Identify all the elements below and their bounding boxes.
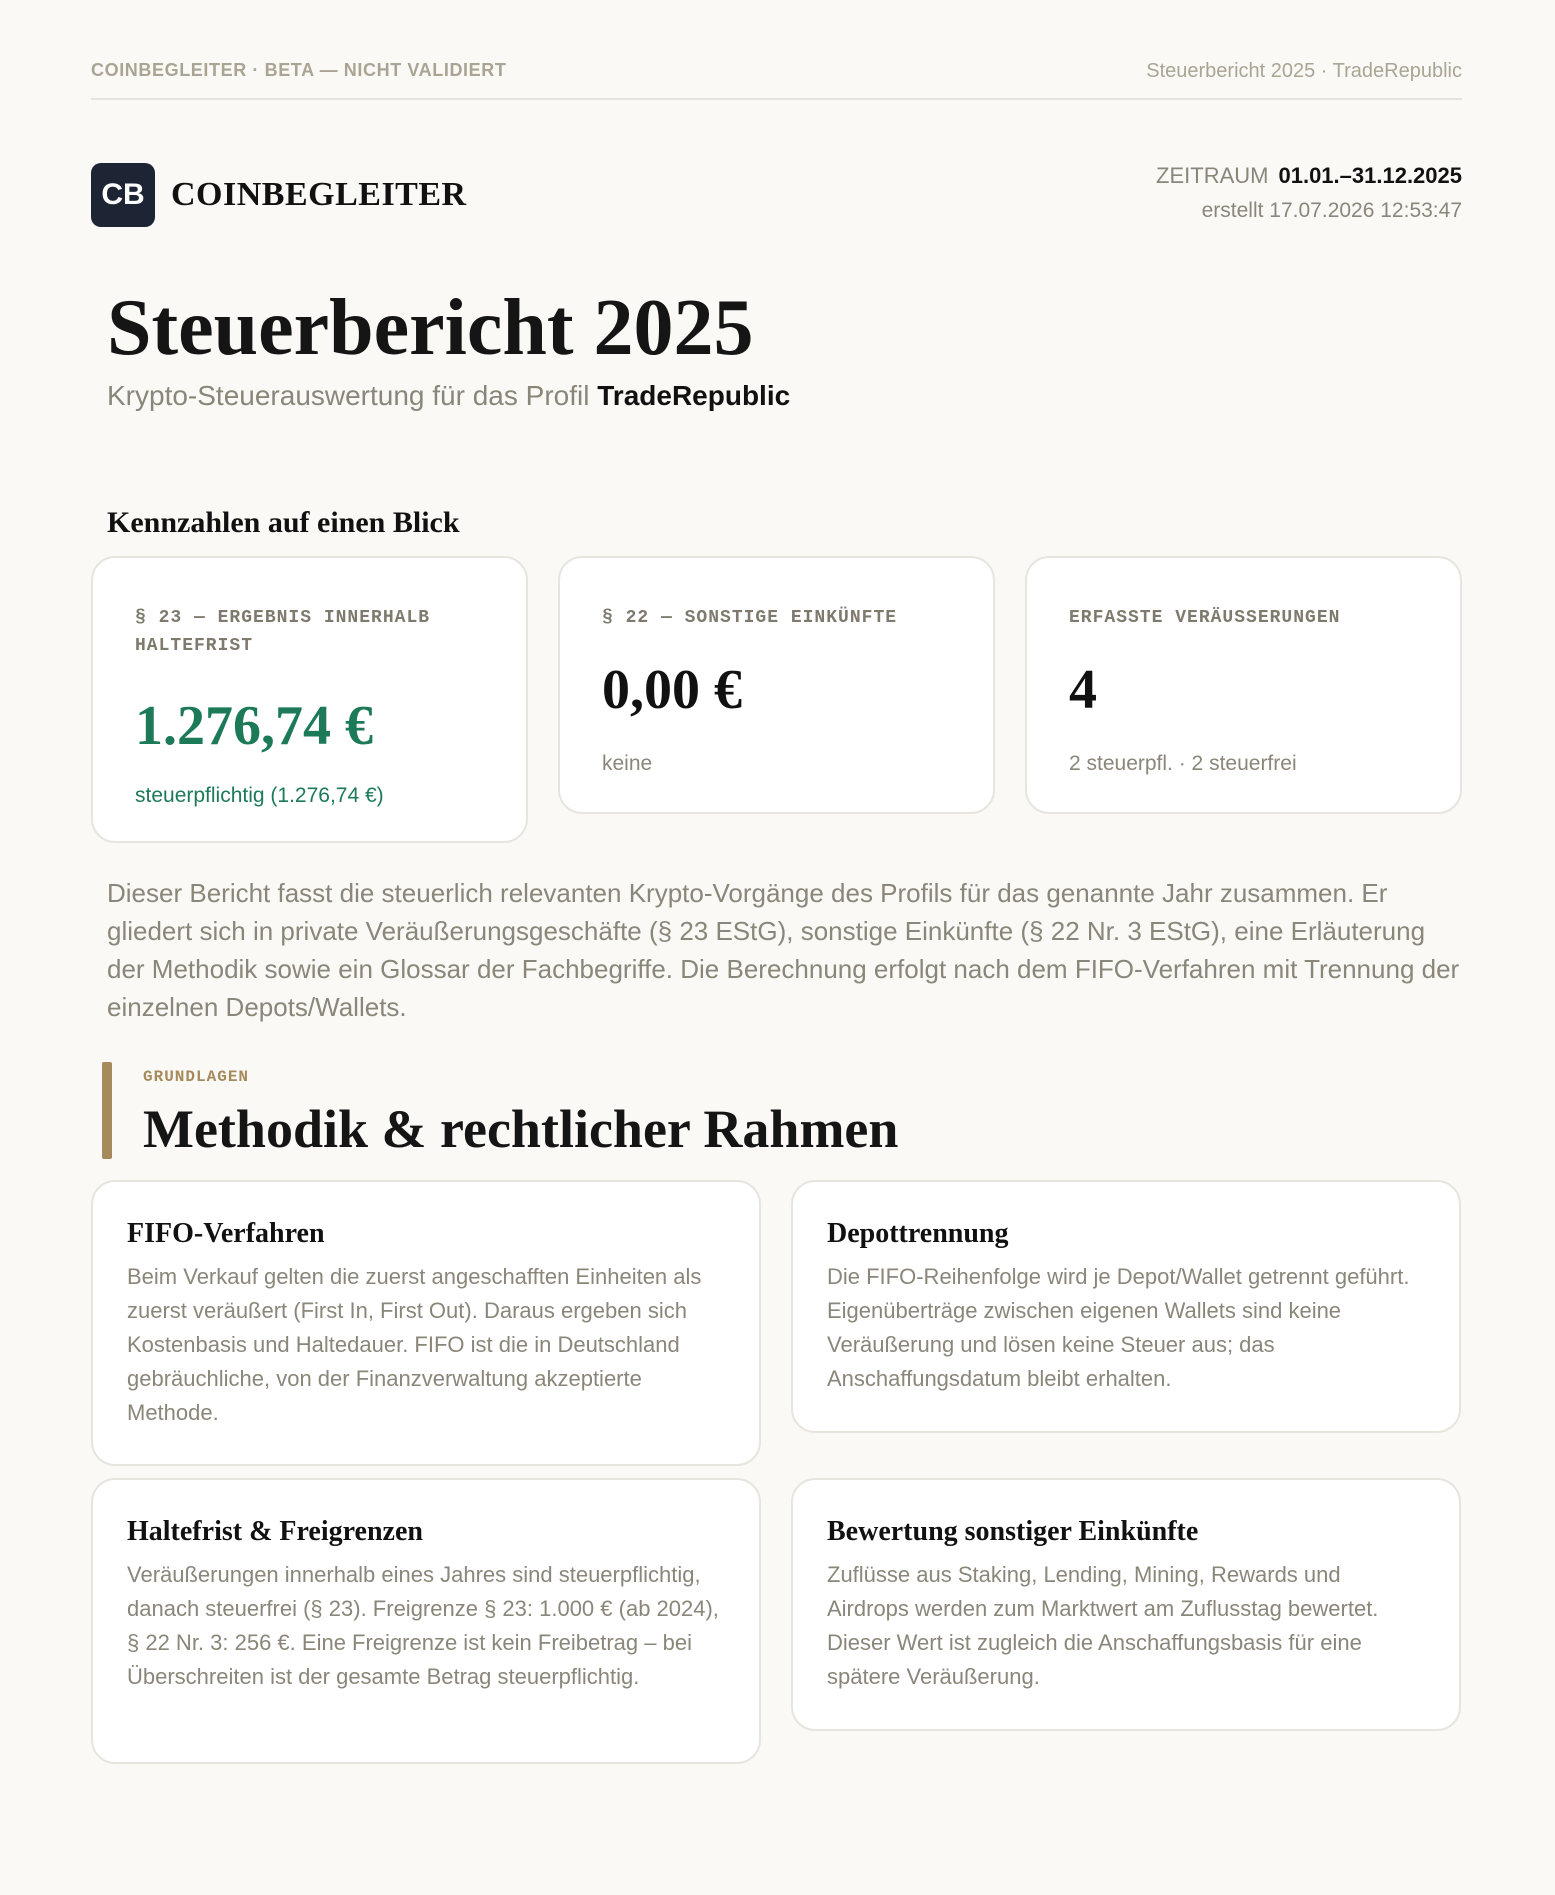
running-header xyxy=(91,60,1462,100)
method-card-title: Bewertung sonstiger Einkünfte xyxy=(827,1516,1199,1547)
report-page xyxy=(91,0,1462,1895)
created-timestamp: erstellt 17.07.2026 12:53:47 xyxy=(1201,199,1462,222)
period-block xyxy=(1156,163,1462,223)
kennzahlen-heading: Kennzahlen auf einen Blick xyxy=(107,506,460,539)
period-label: ZEITRAUM xyxy=(1156,163,1269,188)
report-reference: Steuerbericht 2025 · TradeRepublic xyxy=(1146,60,1462,82)
subtitle-text: Krypto-Steuerauswertung für das Profil xyxy=(107,380,590,411)
kpi-card-section-22 xyxy=(558,556,995,814)
profile-name: TradeRepublic xyxy=(597,380,791,411)
method-card-title: Depottrennung xyxy=(827,1218,1009,1249)
page-subtitle xyxy=(107,380,790,412)
method-card-bewertung xyxy=(791,1478,1461,1731)
kpi-caption: ERFASSTE VERÄUSSERUNGEN xyxy=(1069,608,1341,628)
kpi-value: 4 xyxy=(1069,659,1097,721)
method-card-depottrennung xyxy=(791,1180,1461,1433)
method-card-text: Beim Verkauf gelten die zuerst angeschafften Einheiten als zuerst veräußert (First In, First Out). Daraus ergeben sich Kostenbasis und Haltedauer. FIFO ist die in Deutschland gebräuchliche, von der Finanzverwaltung akzeptierte Methode. xyxy=(127,1264,702,1425)
kpi-caption: § 23 — ERGEBNIS INNERHALB HALTEFRIST xyxy=(135,608,431,656)
method-card-text: Zuflüsse aus Staking, Lending, Mining, Rewards und Airdrops werden zum Marktwert am Zuflusstag bewertet. Dieser Wert ist zugleich die Anschaffungsbasis für eine spätere Veräußerung. xyxy=(827,1562,1379,1689)
kpi-card-disposals xyxy=(1025,556,1462,814)
kpi-subtext: keine xyxy=(602,752,653,775)
brand-name: COINBEGLEITER xyxy=(171,176,467,213)
kpi-value: 1.276,74 € xyxy=(135,695,373,757)
page-title: Steuerbericht 2025 xyxy=(107,284,754,372)
method-card-haltefrist xyxy=(91,1478,761,1764)
brand-logo: CB xyxy=(91,163,155,227)
kpi-subtext: 2 steuerpfl. · 2 steuerfrei xyxy=(1069,752,1297,775)
kpi-subtext: steuerpflichtig (1.276,74 €) xyxy=(135,784,384,807)
period-value: 01.01.–31.12.2025 xyxy=(1278,163,1462,188)
brand xyxy=(91,163,467,227)
kpi-caption: § 22 — SONSTIGE EINKÜNFTE xyxy=(602,608,898,628)
kpi-card-section-23 xyxy=(91,556,528,843)
section-accent-bar xyxy=(102,1062,112,1159)
method-card-title: Haltefrist & Freigrenzen xyxy=(127,1516,423,1547)
section-kicker: GRUNDLAGEN xyxy=(143,1068,250,1086)
section-title: Methodik & rechtlicher Rahmen xyxy=(143,1099,899,1159)
method-card-title: FIFO-Verfahren xyxy=(127,1218,325,1249)
method-card-text: Die FIFO-Reihenfolge wird je Depot/Wallet getrennt geführt. Eigenüberträge zwischen eigenen Wallets sind keine Veräußerung und lösen keine Steuer aus; das Anschaffungsdatum bleibt erhalten. xyxy=(827,1264,1410,1391)
method-card-text: Veräußerungen innerhalb eines Jahres sind steuerpflichtig, danach steuerfrei (§ 23). Freigrenze § 23: 1.000 € (ab 2024), § 22 Nr. 3: 256 €. Eine Freigrenze ist kein Freibetrag – bei Überschreiten ist der gesamte Betrag steuerpflichtig. xyxy=(127,1562,719,1689)
kpi-value: 0,00 € xyxy=(602,659,742,721)
method-card-fifo xyxy=(91,1180,761,1466)
beta-notice: COINBEGLEITER · BETA — NICHT VALIDIERT xyxy=(91,60,507,80)
intro-paragraph: Dieser Bericht fasst die steuerlich relevanten Krypto-Vorgänge des Profils für das genannte Jahr zusammen. Er gliedert sich in private Veräußerungsgeschäfte (§ 23 EStG), sonstige Einkünfte (§ 22 Nr. 3 EStG), eine Erläuterung der Methodik sowie ein Glossar der Fachbegriffe. Die Berechnung erfolgt nach dem FIFO-Verfahren mit Trennung der einzelnen Depots/Wallets. xyxy=(107,878,1460,1022)
